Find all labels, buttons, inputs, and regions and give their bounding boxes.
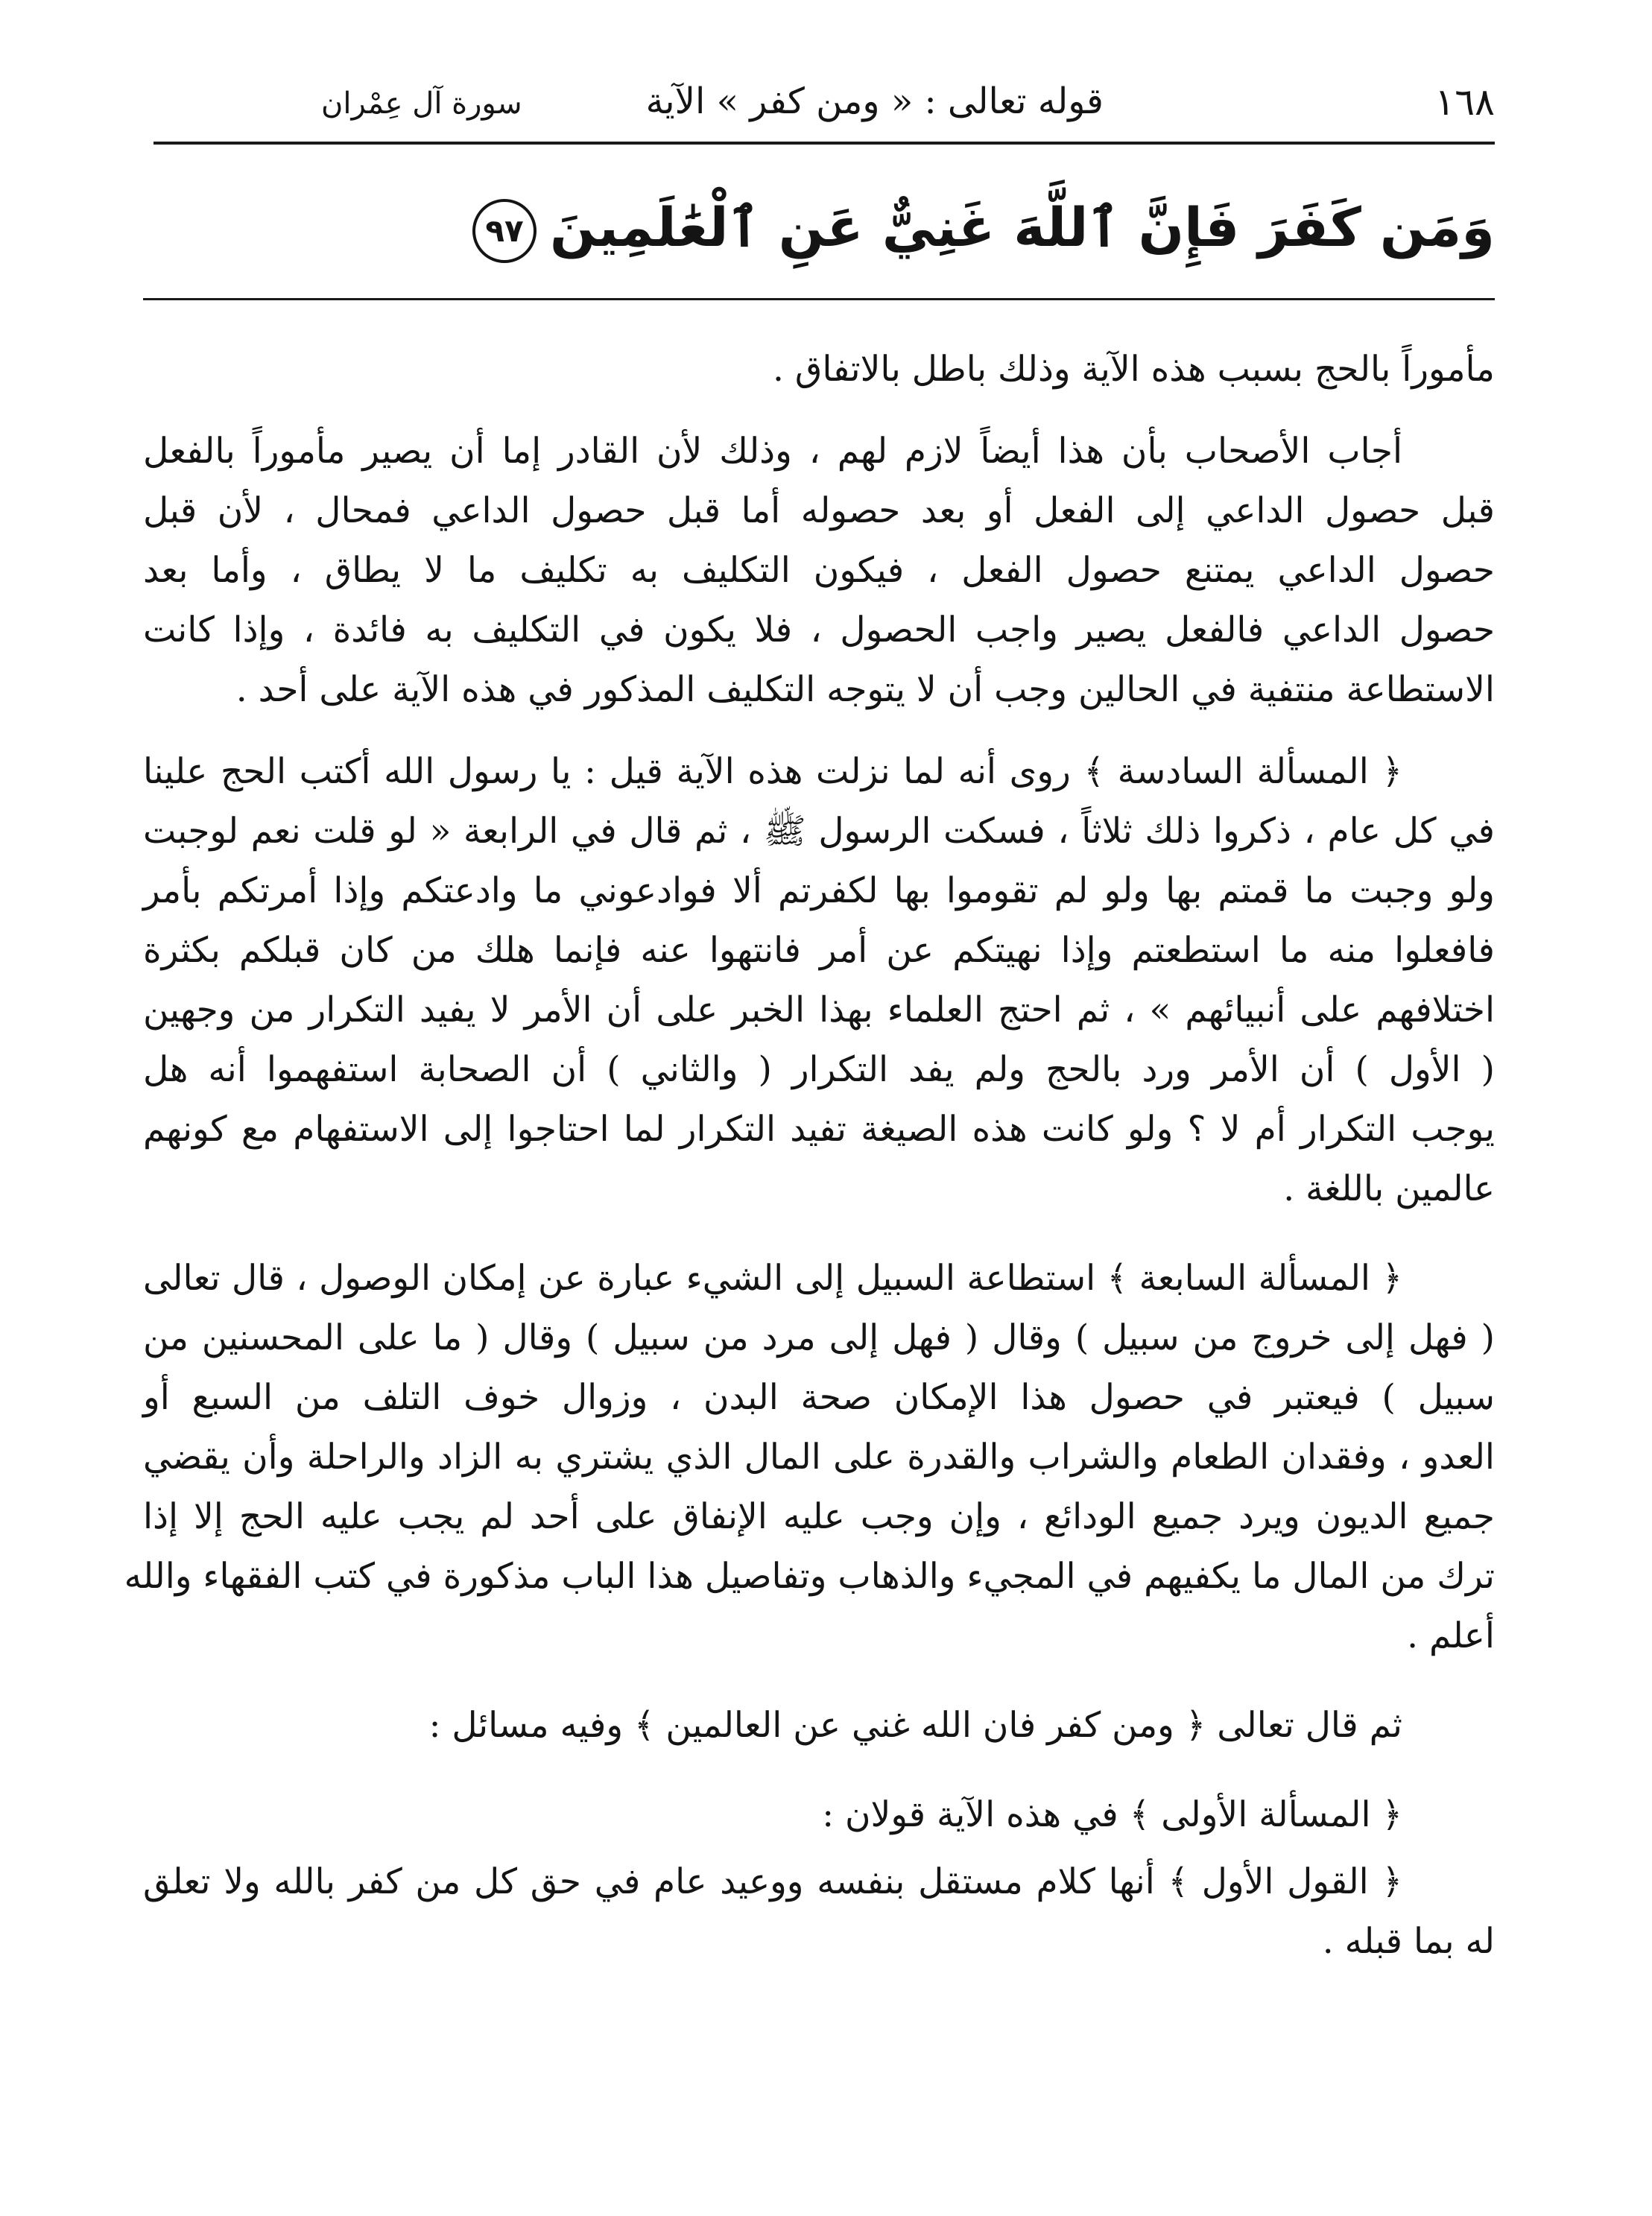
- text-line: ﴿ القول الأول ﴾ أنها كلام مستقل بنفسه ووعيد عام في حق كل من كفر بالله ولا تعلق: [143, 1861, 1402, 1902]
- text-line: ( الأول ) أن الأمر ورد بالحج ولم يفد التكرار ( والثاني ) أن الصحابة استفهموا أنه هل: [143, 1049, 1495, 1090]
- quran-verse: [168, 179, 1495, 276]
- text-line: اختلافهم على أنبيائهم » ، ثم احتج العلماء بهذا الخبر على أن الأمر لا يفيد التكرار من وجهين: [143, 990, 1495, 1031]
- text-line: حصول الداعي يمتنع حصول الفعل ، فيكون التكليف به تكليف ما لا يطاق ، وأما بعد: [143, 550, 1495, 591]
- text-line: مأموراً بالحج بسبب هذه الآية وذلك باطل بالاتفاق .: [773, 349, 1495, 390]
- text-line: قبل حصول الداعي إلى الفعل أو بعد حصوله أما قبل حصول الداعي فمحال ، لأن قبل: [143, 490, 1495, 531]
- text-line: في كل عام ، ذكروا ذلك ثلاثاً ، فسكت الرسول ﷺ ، ثم قال في الرابعة « لو قلت نعم لوجبت: [143, 811, 1495, 852]
- text-line: ثم قال تعالى ﴿ ومن كفر فان الله غني عن العالمين ﴾ وفيه مسائل :: [428, 1705, 1402, 1746]
- running-header: [154, 69, 1495, 136]
- verse-text: وَمَن كَفَرَ فَإِنَّ ٱللَّهَ غَنِيٌّ عَنِ ٱلْعَٰلَمِينَ: [549, 196, 1495, 259]
- header-rule: [154, 142, 1495, 145]
- text-line: العدو ، وفقدان الطعام والشراب والقدرة على المال الذي يشتري به الزاد والراحلة وأن يقضي: [143, 1437, 1495, 1478]
- text-line: ولو وجبت ما قمتم بها ولو لم تقوموا بها لكفرتم ألا فوادعوني ما وادعتكم وإذا أمرتكم بأمر: [143, 870, 1495, 911]
- text-line: الاستطاعة منتفية في الحالين وجب أن لا يتوجه التكليف المذكور في هذه الآية على أحد .: [235, 669, 1495, 710]
- text-line: ( فهل إلى خروج من سبيل ) وقال ( فهل إلى مرد من سبيل ) وقال ( ما على المحسنين من: [143, 1317, 1495, 1358]
- surah-name: سورة آل عِمْران: [321, 86, 522, 121]
- text-line: أجاب الأصحاب بأن هذا أيضاً لازم لهم ، وذلك لأن القادر إما أن يصير مأموراً بالفعل: [143, 431, 1402, 472]
- text-line: يوجب التكرار أم لا ؟ ولو كانت هذه الصيغة تفيد التكرار لما احتاجوا إلى الاستفهام مع كونهم: [143, 1109, 1495, 1150]
- text-line: عالمين باللغة .: [1283, 1168, 1495, 1209]
- text-line: سبيل ) فيعتبر في حصول هذا الإمكان صحة البدن ، وزوال خوف التلف من السبع أو: [143, 1377, 1495, 1418]
- text-line: له بما قبله .: [1322, 1921, 1495, 1962]
- text-line: ﴿ المسألة الأولى ﴾ في هذه الآية قولان :: [822, 1794, 1402, 1835]
- text-line: جميع الديون ويرد جميع الودائع ، وإن وجب عليه الإنفاق على أحد لم يجب عليه الحج إلا إذا: [143, 1496, 1495, 1537]
- text-line: ﴿ المسألة السابعة ﴾ استطاعة السبيل إلى الشيء عبارة عن إمكان الوصول ، قال تعالى: [143, 1258, 1402, 1299]
- page-number: ١٦٨: [1434, 80, 1495, 124]
- text-line: حصول الداعي فالفعل يصير واجب الحصول ، فلا يكون في التكليف به فائدة ، وإذا كانت: [143, 610, 1495, 650]
- verse-rule: [143, 298, 1495, 300]
- verse-number-marker: ٩٧: [472, 199, 537, 263]
- text-line: ترك من المال ما يكفيهم في المجيء والذهاب وتفاصيل هذا الباب مذكورة في كتب الفقهاء والله: [124, 1556, 1495, 1597]
- text-line: أعلم .: [1407, 1615, 1495, 1656]
- text-line: فافعلوا منه ما استطعتم وإذا نهيتكم عن أمر فانتهوا عنه فإنما هلك من كان قبلكم بكثرة: [143, 930, 1495, 971]
- text-line: ﴿ المسألة السادسة ﴾ روى أنه لما نزلت هذه الآية قيل : يا رسول الله أكتب الحج علينا: [143, 751, 1402, 792]
- header-title: قوله تعالى : « ومن كفر » الآية: [645, 80, 1104, 122]
